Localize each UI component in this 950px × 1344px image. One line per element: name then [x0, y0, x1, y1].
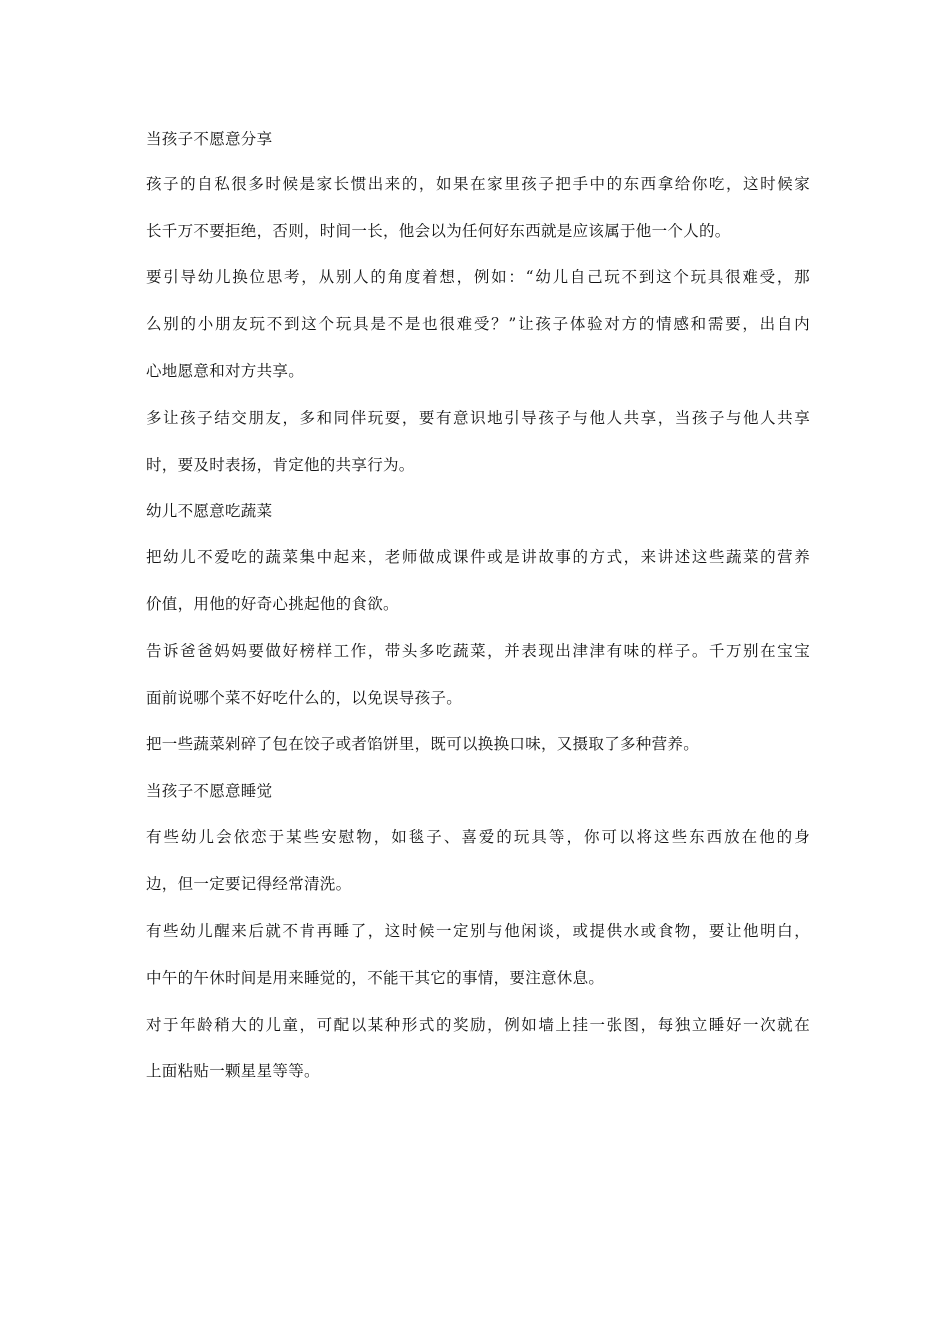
- paragraph-line: 对于年龄稍大的儿童，可配以某种形式的奖励，例如墙上挂一张图，每独立睡好一次就在: [146, 1016, 810, 1034]
- section-heading-sleeping: 当孩子不愿意睡觉: [146, 782, 273, 800]
- paragraph-line: 价值，用他的好奇心挑起他的食欲。: [146, 595, 399, 613]
- paragraph-line: 把一些蔬菜剁碎了包在饺子或者馅饼里，既可以换换口味，又摄取了多种营养。: [146, 735, 700, 753]
- paragraph-line: 面前说哪个菜不好吃什么的，以免误导孩子。: [146, 689, 463, 707]
- paragraph-line: 有些幼儿醒来后就不肯再睡了，这时候一定别与他闲谈，或提供水或食物，要让他明白，: [146, 922, 810, 940]
- paragraph-line: 中午的午休时间是用来睡觉的，不能干其它的事情，要注意休息。: [146, 969, 605, 987]
- paragraph-line: 长千万不要拒绝，否则，时间一长，他会以为任何好东西就是应该属于他一个人的。: [146, 222, 731, 240]
- paragraph-line: 孩子的自私很多时候是家长惯出来的，如果在家里孩子把手中的东西拿给你吃，这时候家: [146, 175, 810, 193]
- paragraph-line: 么别的小朋友玩不到这个玩具是不是也很难受？”让孩子体验对方的情感和需要，出自内: [146, 315, 810, 333]
- paragraph-line: 多让孩子结交朋友，多和同伴玩耍，要有意识地引导孩子与他人共享，当孩子与他人共享: [146, 409, 810, 427]
- paragraph-line: 有些幼儿会依恋于某些安慰物，如毯子、喜爱的玩具等，你可以将这些东西放在他的身: [146, 828, 810, 846]
- paragraph-line: 时，要及时表扬，肯定他的共享行为。: [146, 456, 415, 474]
- paragraph-line: 告诉爸爸妈妈要做好榜样工作，带头多吃蔬菜，并表现出津津有味的样子。千万别在宝宝: [146, 642, 810, 660]
- paragraph-line: 心地愿意和对方共享。: [146, 362, 305, 380]
- section-heading-sharing: 当孩子不愿意分享: [146, 130, 273, 148]
- paragraph-line: 边，但一定要记得经常清洗。: [146, 875, 352, 893]
- paragraph-line: 上面粘贴一颗星星等等。: [146, 1062, 320, 1080]
- section-heading-vegetables: 幼儿不愿意吃蔬菜: [146, 502, 273, 520]
- paragraph-line: 要引导幼儿换位思考，从别人的角度着想，例如：“幼儿自己玩不到这个玩具很难受，那: [146, 268, 810, 286]
- paragraph-line: 把幼儿不爱吃的蔬菜集中起来，老师做成课件或是讲故事的方式，来讲述这些蔬菜的营养: [146, 548, 810, 566]
